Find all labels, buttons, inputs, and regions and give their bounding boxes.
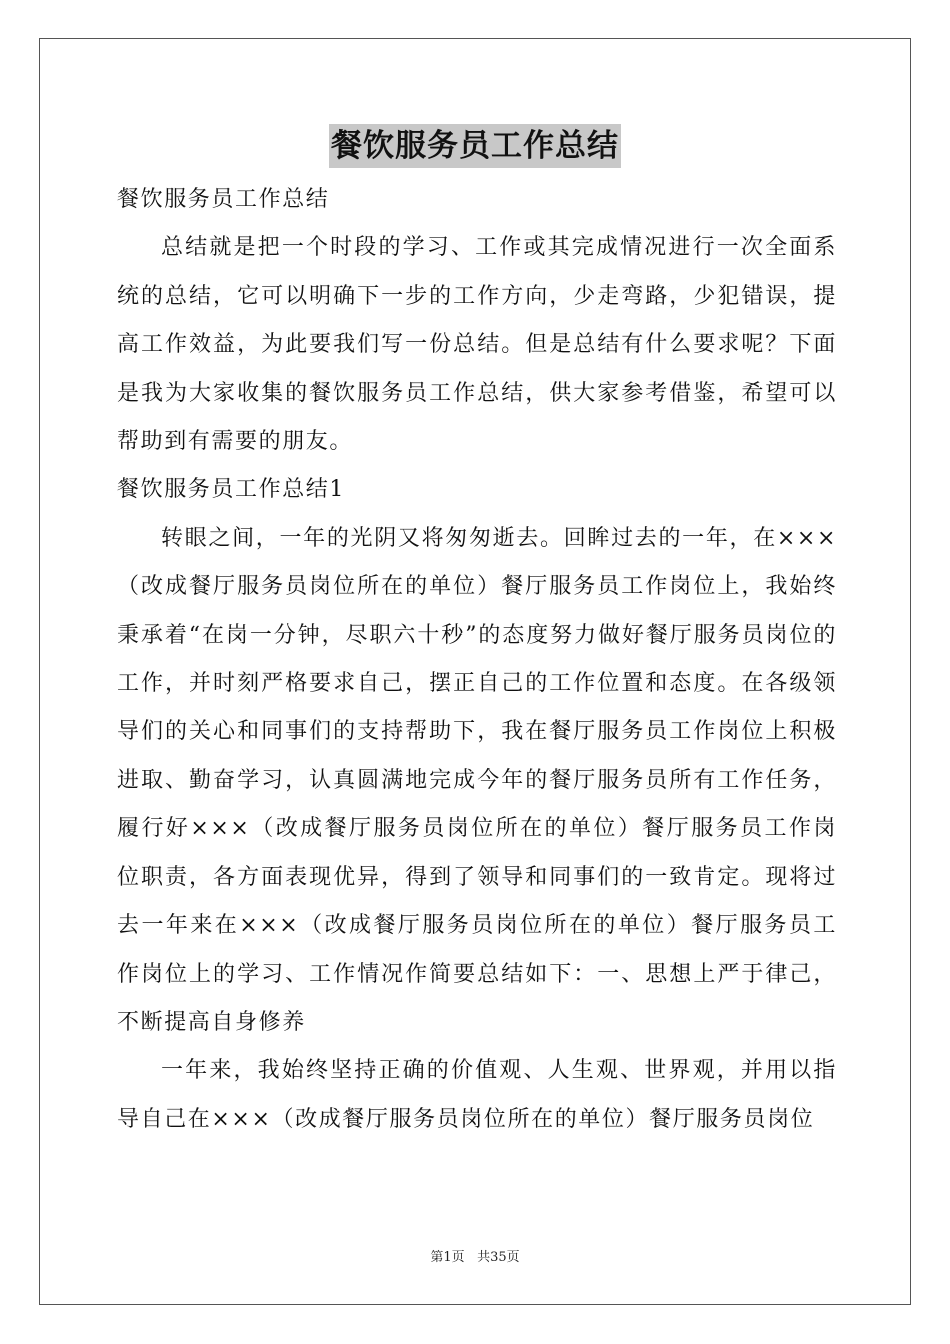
intro-paragraph: 总结就是把一个时段的学习、工作或其完成情况进行一次全面系统的总结，它可以明确下一步的工作方向，少走弯路，少犯错误，提高工作效益，为此要我们写一份总结。但是总结有什么要求呢？下面是我为大家收集的餐饮服务员工作总结，供大家参考借鉴，希望可以帮助到有需要的朋友。 bbox=[117, 235, 837, 455]
subtitle-heading: 餐饮服务员工作总结 bbox=[117, 187, 330, 212]
document-body bbox=[117, 176, 837, 1144]
body-paragraph: 一年来，我始终坚持正确的价值观、人生观、世界观，并用以指导自己在×××（改成餐厅服务员岗位所在的单位）餐厅服务员岗位 bbox=[117, 1058, 837, 1132]
body-paragraph: 转眼之间，一年的光阴又将匆匆逝去。回眸过去的一年，在×××（改成餐厅服务员岗位所在的单位）餐厅服务员工作岗位上，我始终秉承着“在岗一分钟，尽职六十秒”的态度努力做好餐厅服务员岗位的工作，并时刻严格要求自己，摆正自己的工作位置和态度。在各级领导们的关心和同事们的支持帮助下，我在餐厅服务员工作岗位上积极进取、勤奋学习，认真圆满地完成今年的餐厅服务员所有工作任务，履行好×××（改成餐厅服务员岗位所在的单位）餐厅服务员工作岗位职责，各方面表现优异，得到了领导和同事们的一致肯定。现将过去一年来在×××（改成餐厅服务员岗位所在的单位）餐厅服务员工作岗位上的学习、工作情况作简要总结如下：一、思想上严于律己，不断提高自身修养 bbox=[117, 525, 837, 1035]
page-total: 共35页 bbox=[477, 1250, 520, 1265]
section-heading: 餐饮服务员工作总结1 bbox=[117, 477, 345, 503]
page-number: 第1页 bbox=[430, 1250, 465, 1265]
page-footer bbox=[0, 1246, 950, 1265]
document-title: 餐饮服务员工作总结 bbox=[329, 124, 621, 168]
title-container bbox=[0, 124, 950, 168]
